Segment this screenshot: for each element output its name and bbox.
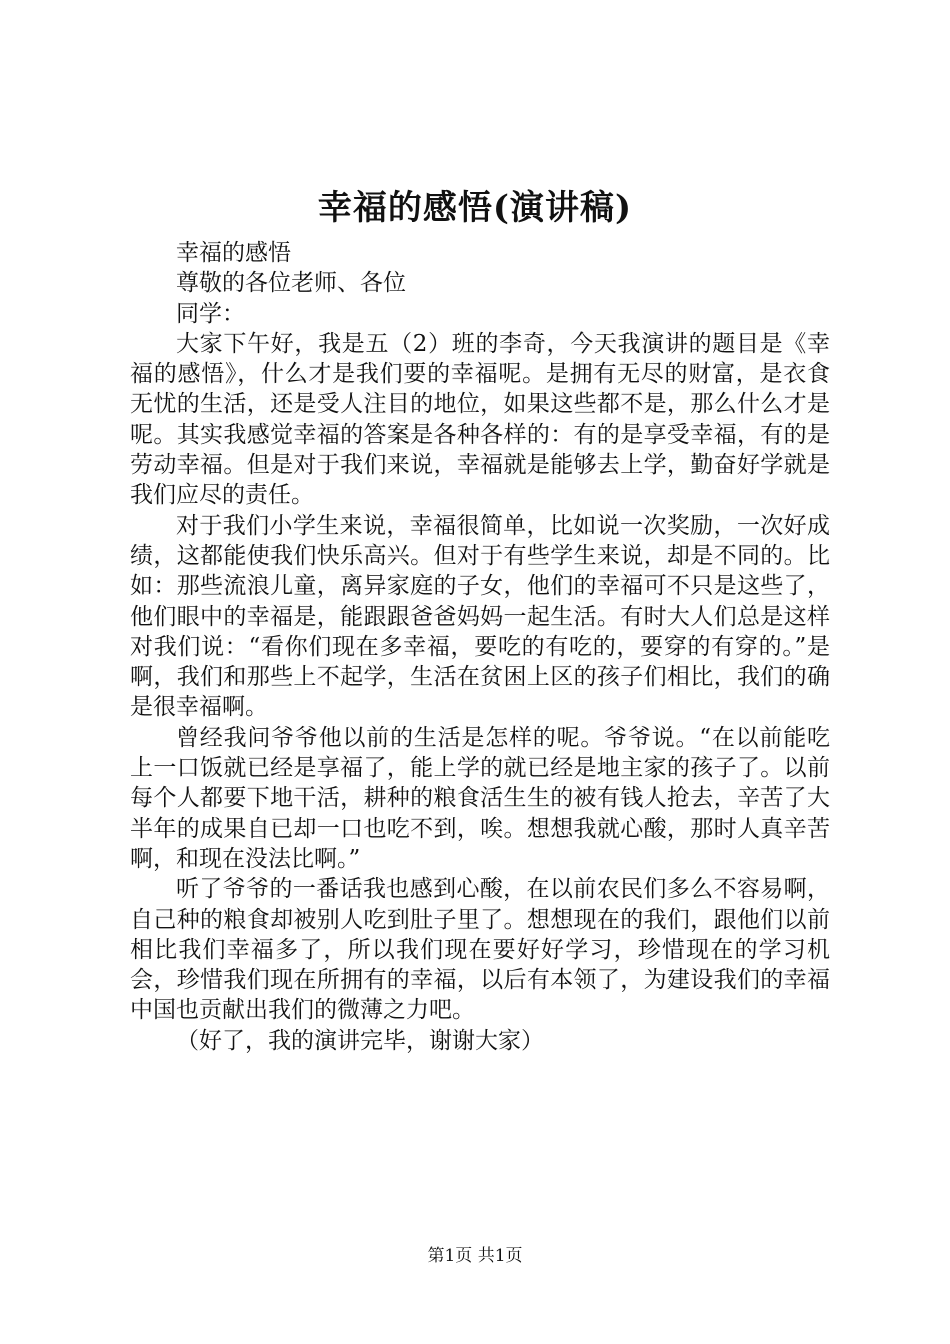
- document-body: [130, 238, 830, 1056]
- salutation-line: 尊敬的各位老师、各位: [176, 270, 406, 297]
- paragraph-reflection: 听了爷爷的一番话我也感到心酸，在以前农民们多么不容易啊，自己种的粮食却被别人吃到肚子里了。想想现在的我们，跟他们以前相比我们幸福多了，所以我们现在要好好学习，珍惜现在的学习机会，珍惜我们现在所拥有的幸福，以后有本领了，为建设我们的幸福中国也贡献出我们的微薄之力吧。: [130, 876, 830, 1024]
- document-title: 幸福的感悟(演讲稿): [317, 188, 633, 228]
- paragraph-closing: （好了，我的演讲完毕，谢谢大家）: [176, 1027, 544, 1054]
- paragraph-students: 对于我们小学生来说，幸福很简单，比如说一次奖励，一次好成绩，这都能使我们快乐高兴。但对于有些学生来说，却是不同的。比如：那些流浪儿童，离异家庭的子女，他们的幸福可不只是这些了，他们眼中的幸福是，能跟跟爸爸妈妈一起生活。有时大人们总是这样对我们说：“看你们现在多幸福，要吃的有吃的，要穿的有穿的。”是啊，我们和那些上不起学，生活在贫困上区的孩子们相比，我们的确是很幸福啊。: [130, 512, 830, 721]
- greeting-heading: 幸福的感悟: [176, 240, 291, 266]
- salutation-line-continued: 同学：: [176, 300, 245, 327]
- paragraph-grandpa: 曾经我问爷爷他以前的生活是怎样的呢。爷爷说。“在以前能吃上一口饭就已经是享福了，能上学的就已经是地主家的孩子了。以前每个人都要下地干活，耕种的粮食活生生的被有钱人抢去，辛苦了大半年的成果自已却一口也吃不到，唉。想想我就心酸，那时人真辛苦啊，和现在没法比啊。”: [130, 724, 830, 872]
- page-footer: 第1页 共1页: [427, 1246, 523, 1266]
- paragraph-intro: 大家下午好，我是五（2）班的李奇，今天我演讲的题目是《幸福的感悟》，什么才是我们要的幸福呢。是拥有无尽的财富，是衣食无忧的生活，还是受人注目的地位，如果这些都不是，那么什么才是呢。其实我感觉幸福的答案是各种各样的：有的是享受幸福，有的是劳动幸福。但是对于我们来说，幸福就是能够去上学，勤奋好学就是我们应尽的责任。: [130, 330, 830, 509]
